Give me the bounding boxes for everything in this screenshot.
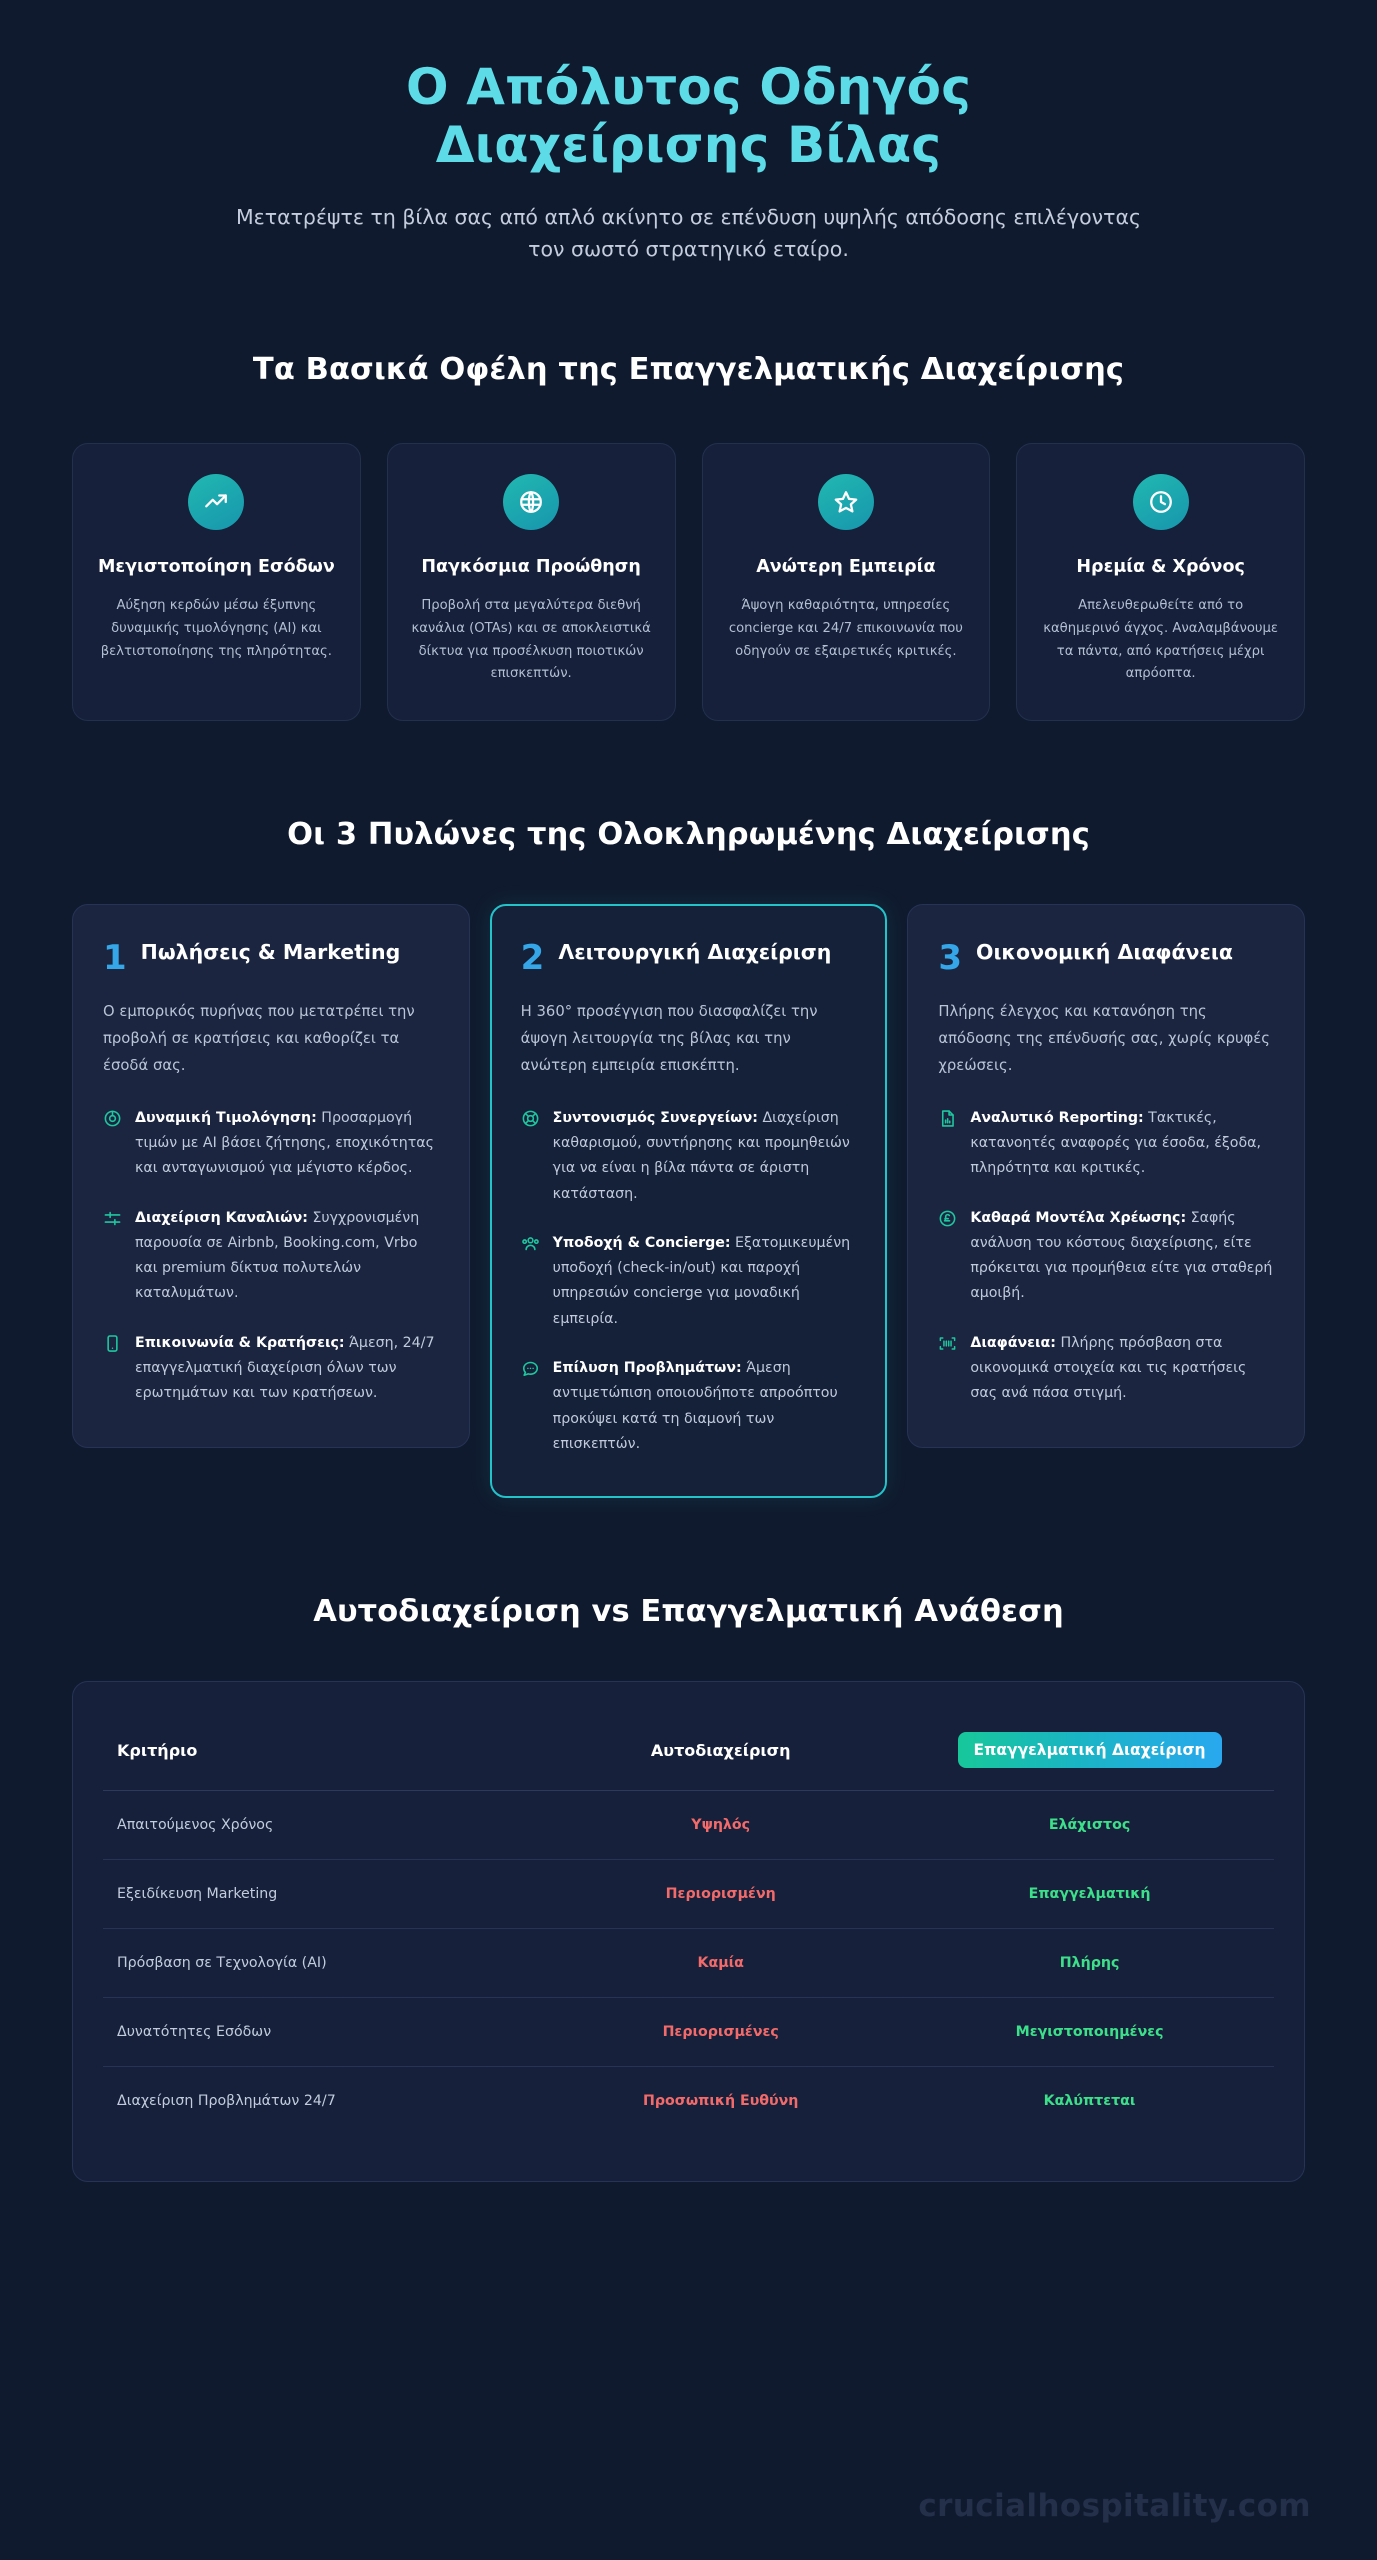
list-item [938,1106,1274,1182]
list-item-body: Σαφής ανάλυση του κόστους διαχείρισης, είτε πρόκειται για προμήθεια είτε για σταθερή αμοιβή. [970,1209,1273,1302]
list-item [521,1231,857,1332]
benefits-grid [0,443,1377,721]
pillar-title: Λειτουργική Διαχείριση [558,939,832,964]
hero-section [0,0,1377,266]
list-item-label: Αναλυτικό Reporting: [970,1109,1144,1126]
cell-pro-value: Πλήρης [905,1929,1274,1998]
cell-self-value: Περιορισμένες [536,1998,905,2067]
pillar-header [938,937,1274,978]
list-item [103,1106,439,1182]
cell-criterion: Δυνατότητες Εσόδων [103,1998,536,2067]
list-item-text [553,1356,857,1457]
list-item [938,1331,1274,1407]
pillar-card-2 [490,904,888,1498]
comparison-heading: Αυτοδιαχείριση vs Επαγγελματική Ανάθεση [313,1594,1064,1630]
benefit-description: Προβολή στα μεγαλύτερα διεθνή κανάλια (OTAs) και σε αποκλειστικά δίκτυα για προσέλκυση ποιοτικών επισκεπτών. [411,598,651,682]
benefits-section [0,352,1377,721]
target-icon [103,1109,122,1128]
smartphone-icon [103,1334,122,1353]
list-item [521,1356,857,1457]
list-item-label: Διαφάνεια: [970,1334,1056,1351]
list-item-label: Δυναμική Τιμολόγηση: [135,1109,317,1126]
cell-self-value: Καμία [536,1929,905,1998]
list-item-body: Τακτικές, κατανοητές αναφορές για έσοδα, έξοδα, πληρότητα και κριτικές. [970,1109,1262,1177]
list-item-text [970,1106,1274,1182]
cell-criterion: Πρόσβαση σε Τεχνολογία (AI) [103,1929,536,1998]
pillar-header [520,937,857,978]
trending-up-icon [188,474,244,530]
pillar-number: 1 [103,937,127,978]
pillar-number: 2 [520,937,545,978]
benefit-title: Ανώτερη Εμπειρία [756,556,936,577]
list-item-label: Συντονισμός Συνεργείων: [552,1109,758,1126]
table-row [103,1998,1274,2067]
benefit-description: Άψογη καθαριότητα, υπηρεσίες concierge και 24/7 επικοινωνία που οδηγούν σε εξαιρετικές κριτικές. [728,598,963,659]
list-item [521,1106,857,1207]
pillars-section [0,817,1377,1498]
pillars-grid [0,904,1377,1498]
benefit-card [702,443,991,721]
clock-icon [1133,474,1189,530]
pillar-number: 3 [938,937,963,978]
pillar-card-1 [72,904,470,1448]
cell-pro-value: Ελάχιστος [905,1791,1274,1860]
column-header-criterion: Κριτήριο [103,1712,536,1791]
table-header [103,1712,1274,1791]
status-badge: Επαγγελματική Διαχείριση [958,1732,1222,1768]
pillars-heading: Οι 3 Πυλώνες της Ολοκληρωμένης Διαχείρισης [287,816,1090,852]
list-item-label: Επίλυση Προβλημάτων: [552,1359,742,1376]
list-item-text [553,1231,857,1332]
list-item-text [135,1331,439,1407]
benefit-title: Παγκόσμια Προώθηση [421,556,641,577]
list-item-body: Άμεση αντιμετώπιση οποιουδήποτε απροόπτου προκύψει κατά τη διαμονή των επισκεπτών. [552,1359,838,1452]
pillar-feature-list [521,1106,857,1457]
list-item [938,1206,1274,1307]
page-title-line2: Διαχείρισης Βίλας [435,116,942,174]
list-item-text [135,1206,439,1307]
lifebuoy-icon [521,1109,540,1128]
table-row [103,1929,1274,1998]
list-item-text [970,1331,1274,1407]
cell-self-value: Προσωπική Ευθύνη [643,2093,799,2110]
list-item-body: Διαχείριση καθαρισμού, συντήρησης και προμηθειών για να είναι η βίλα πάντα σε άριστη κατάσταση. [552,1109,850,1202]
benefit-title: Μεγιστοποίηση Εσόδων [97,556,335,577]
table-header-row [103,1712,1274,1791]
comparison-table-card [72,1681,1305,2182]
users-icon [521,1234,540,1253]
cell-pro-value: Μεγιστοποιημένες [905,1998,1274,2067]
barcode-icon [938,1334,957,1353]
benefit-card [1016,443,1305,721]
cell-self-value: Περιορισμένη [536,1860,905,1929]
chat-icon [521,1359,540,1378]
page-title [100,58,1277,174]
pillar-intro: Η 360° προσέγγιση που διασφαλίζει την άψογη λειτουργία της βίλας και την ανώτερη εμπειρία επισκέπτη. [520,1002,818,1074]
list-item-body: Προσαρμογή τιμών με AI βάσει ζήτησης, εποχικότητας και ανταγωνισμού για μέγιστο κέρδος. [135,1109,434,1177]
list-item [103,1331,439,1407]
pillar-header [103,937,439,978]
column-header-self-management: Αυτοδιαχείριση [536,1712,905,1791]
table-row [103,1791,1274,1860]
list-item-text [553,1106,857,1207]
column-header-professional-management [905,1712,1274,1791]
list-item-body: Εξατομικευμένη υποδοχή (check-in/out) και παροχή υπηρεσιών concierge για μοναδική εμπειρία. [552,1234,851,1327]
pillar-intro: Πλήρης έλεγχος και κατανόηση της απόδοσης της επένδυσής σας, χωρίς κρυφές χρεώσεις. [938,1002,1270,1074]
pillar-feature-list [938,1106,1274,1407]
star-icon [818,474,874,530]
cell-pro-value: Επαγγελματική [905,1860,1274,1929]
globe-icon [503,474,559,530]
benefit-title: Ηρεμία & Χρόνος [1076,556,1245,577]
report-icon [938,1109,957,1128]
pillar-feature-list [103,1106,439,1407]
list-item-text [970,1206,1274,1307]
cell-self-value: Υψηλός [536,1791,905,1860]
table-row [103,1860,1274,1929]
pillar-intro: Ο εμπορικός πυρήνας που μετατρέπει την προβολή σε κρατήσεις και καθορίζει τα έσοδά σας. [103,1002,415,1074]
benefit-description: Αύξηση κερδών μέσω έξυπνης δυναμικής τιμολόγησης (AI) και βελτιστοποίησης της πληρότητας. [100,598,332,659]
footer-watermark: crucialhospitality.com [918,2488,1311,2524]
benefit-description: Απελευθερωθείτε από το καθημερινό άγχος. Αναλαμβάνουμε τα πάντα, από κρατήσεις μέχρι απρόοπτα. [1043,598,1279,682]
list-item-label: Καθαρά Μοντέλα Χρέωσης: [970,1209,1187,1226]
list-item-label: Επικοινωνία & Κρατήσεις: [135,1334,345,1351]
cell-pro-value: Καλύπτεται [1043,2093,1136,2110]
list-item-body: Πλήρης πρόσβαση στα οικονομικά στοιχεία και τις κρατήσεις σας ανά πάσα στιγμή. [970,1334,1247,1402]
cell-criterion: Απαιτούμενος Χρόνος [103,1791,536,1860]
comparison-section [0,1594,1377,2182]
sliders-icon [103,1209,122,1228]
benefits-heading: Τα Βασικά Οφέλη της Επαγγελματικής Διαχείρισης [252,351,1125,387]
page-title-line1: Ο Απόλυτος Οδηγός [405,58,972,116]
currency-icon [938,1209,957,1228]
list-item-label: Υποδοχή & Concierge: [552,1234,731,1251]
pillar-title: Οικονομική Διαφάνεια [976,939,1233,964]
benefit-card [387,443,676,721]
list-item-body: Συγχρονισμένη παρουσία σε Airbnb, Booking.com, Vrbo και premium δίκτυα πολυτελών καταλυμάτων. [135,1209,420,1302]
cell-criterion: Εξειδίκευση Marketing [103,1860,536,1929]
pillar-card-3 [907,904,1305,1448]
pillar-title: Πωλήσεις & Marketing [140,939,401,964]
list-item-text [135,1106,439,1182]
comparison-table [103,1712,1274,2135]
list-item-label: Διαχείριση Καναλιών: [135,1209,308,1226]
page-subtitle: Μετατρέψτε τη βίλα σας από απλό ακίνητο σε επένδυση υψηλής απόδοσης επιλέγοντας τον σωστό στρατηγικό εταίρο. [235,205,1142,261]
cell-criterion: Διαχείριση Προβλημάτων 24/7 [117,2093,336,2110]
table-body [103,1791,1274,2136]
list-item [103,1206,439,1307]
benefit-card [72,443,361,721]
list-item-body: Άμεση, 24/7 επαγγελματική διαχείριση όλων των ερωτημάτων και των κρατήσεων. [135,1334,435,1402]
table-row [103,2067,1274,2136]
